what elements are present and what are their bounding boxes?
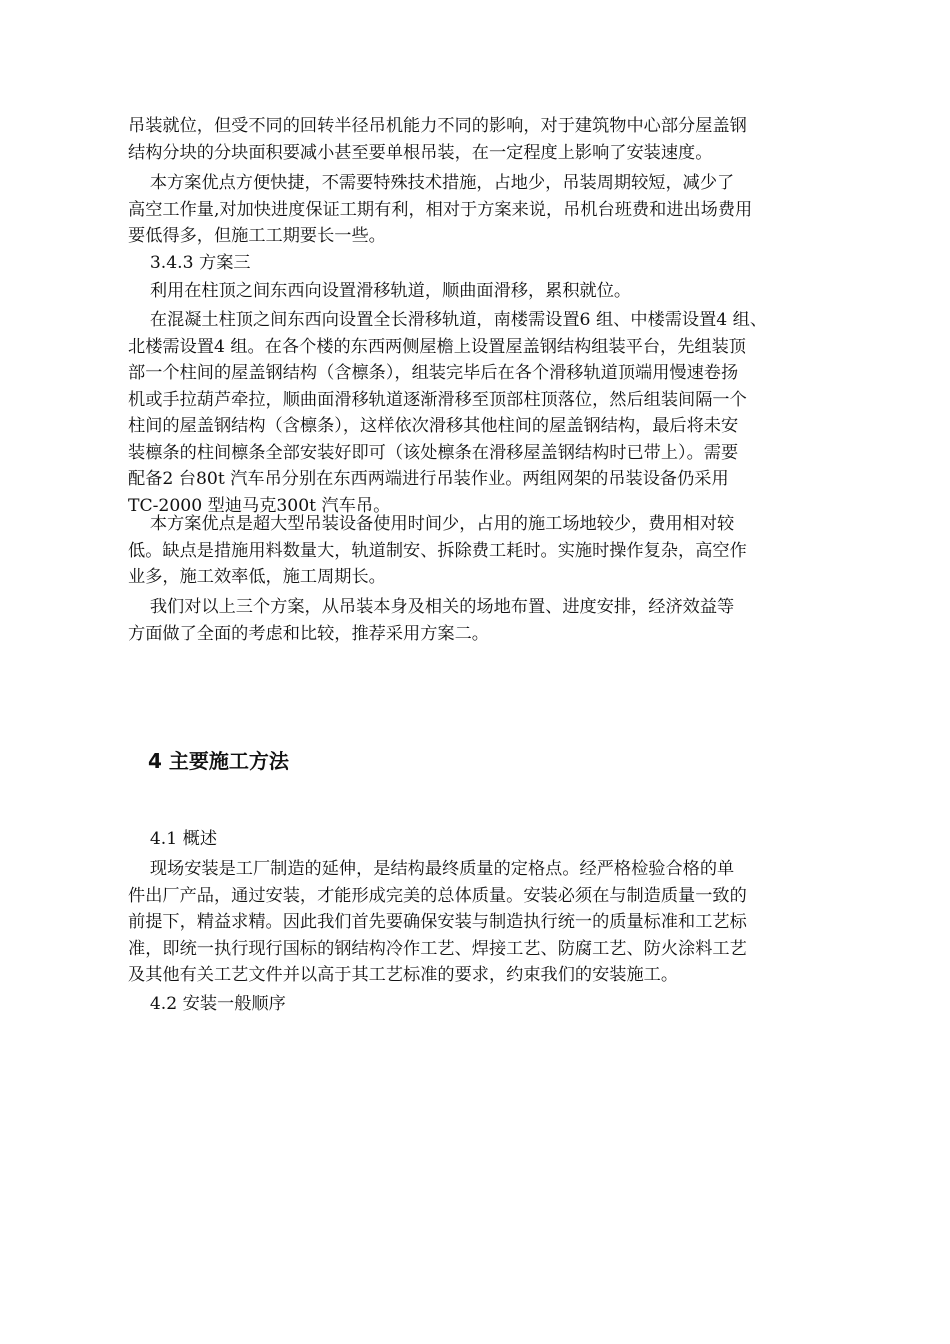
text-line: 部一个柱间的屋盖钢结构（含檩条），组装完毕后在各个滑移轨道顶端用慢速卷扬: [128, 363, 739, 383]
subheading-4-1: [128, 826, 838, 853]
text-line: 件出厂产品，通过安装，才能形成完美的总体质量。安装必须在与制造质量一致的: [128, 885, 747, 906]
subheading-text: 4.2 安装一般顺序: [128, 994, 286, 1014]
text-line: 及其他有关工艺文件并以高于其工艺标准的要求，约束我们的安装施工。: [128, 965, 679, 985]
paragraph-recommendation: [128, 594, 838, 647]
text-line: 方面做了全面的考虑和比较，推荐采用方案二。: [128, 623, 489, 644]
text-line: 低。缺点是措施用料数量大，轨道制安、拆除费工耗时。实施时操作复杂，高空作: [128, 540, 747, 561]
subheading-3-4-3: [128, 250, 838, 277]
subheading-4-2: [128, 991, 838, 1018]
text-line: 吊装就位，但受不同的回转半径吊机能力不同的影响，对于建筑物中心部分屋盖钢: [128, 116, 747, 136]
paragraph-scheme3-details: [128, 307, 838, 519]
text-line: 准，即统一执行现行国标的钢结构冷作工艺、焊接工艺、防腐工艺、防火涂料工艺: [128, 938, 747, 959]
text-line: 业多，施工效率低，施工周期长。: [128, 567, 386, 587]
paragraph-scheme3-pros-cons: [128, 511, 838, 591]
text-line: TC-2000 型迪马克300t 汽车吊。: [128, 495, 391, 516]
paragraph-crane-positioning: [128, 113, 838, 166]
text-line: 装檩条的柱间檩条全部安装好即可（该处檩条在滑移屋盖钢结构时已带上）。需要: [128, 442, 739, 463]
text-line: 现场安装是工厂制造的延伸，是结构最终质量的定格点。经严格检验合格的单: [128, 859, 735, 879]
text-line: 结构分块的分块面积要减小甚至要单根吊装，在一定程度上影响了安装速度。: [128, 142, 713, 163]
subheading-text: 3.4.3 方案三: [128, 253, 251, 273]
text-line: 高空工作量,对加快进度保证工期有利，相对于方案来说，吊机台班费和进出场费用: [128, 199, 753, 220]
text-line: 本方案优点是超大型吊装设备使用时间少，占用的施工场地较少，费用相对较: [128, 514, 735, 534]
text-line: 在混凝土柱顶之间东西向设置全长滑移轨道，南楼需设置6 组、中楼需设置4 组、: [128, 310, 768, 330]
text-line: 机或手拉葫芦牵拉，顺曲面滑移轨道逐渐滑移至顶部柱顶落位，然后组装间隔一个: [128, 389, 747, 410]
paragraph-scheme3-summary: [128, 278, 838, 305]
paragraph-overview: [128, 856, 838, 989]
text-line: 本方案优点方便快捷，不需要特殊技术措施，占地少，吊装周期较短，减少了: [128, 173, 735, 193]
text-line: 配备2 台80t 汽车吊分别在东西两端进行吊装作业。两组网架的吊装设备仍采用: [128, 469, 729, 489]
paragraph-scheme2-advantages: [128, 170, 838, 250]
subheading-text: 4.1 概述: [128, 829, 218, 849]
text-line: 前提下，精益求精。因此我们首先要确保安装与制造执行统一的质量标准和工艺标: [128, 912, 747, 932]
section-heading-4: 4 主要施工方法: [148, 749, 289, 773]
text-line: 要低得多，但施工工期要长一些。: [128, 226, 386, 246]
text-line: 我们对以上三个方案，从吊装本身及相关的场地布置、进度安排，经济效益等: [128, 597, 735, 617]
text-line: 北楼需设置4 组。在各个楼的东西两侧屋檐上设置屋盖钢结构组装平台，先组装顶: [128, 336, 746, 357]
text-line: 利用在柱顶之间东西向设置滑移轨道，顺曲面滑移，累积就位。: [128, 281, 632, 301]
text-line: 柱间的屋盖钢结构（含檩条），这样依次滑移其他柱间的屋盖钢结构，最后将未安: [128, 416, 739, 436]
